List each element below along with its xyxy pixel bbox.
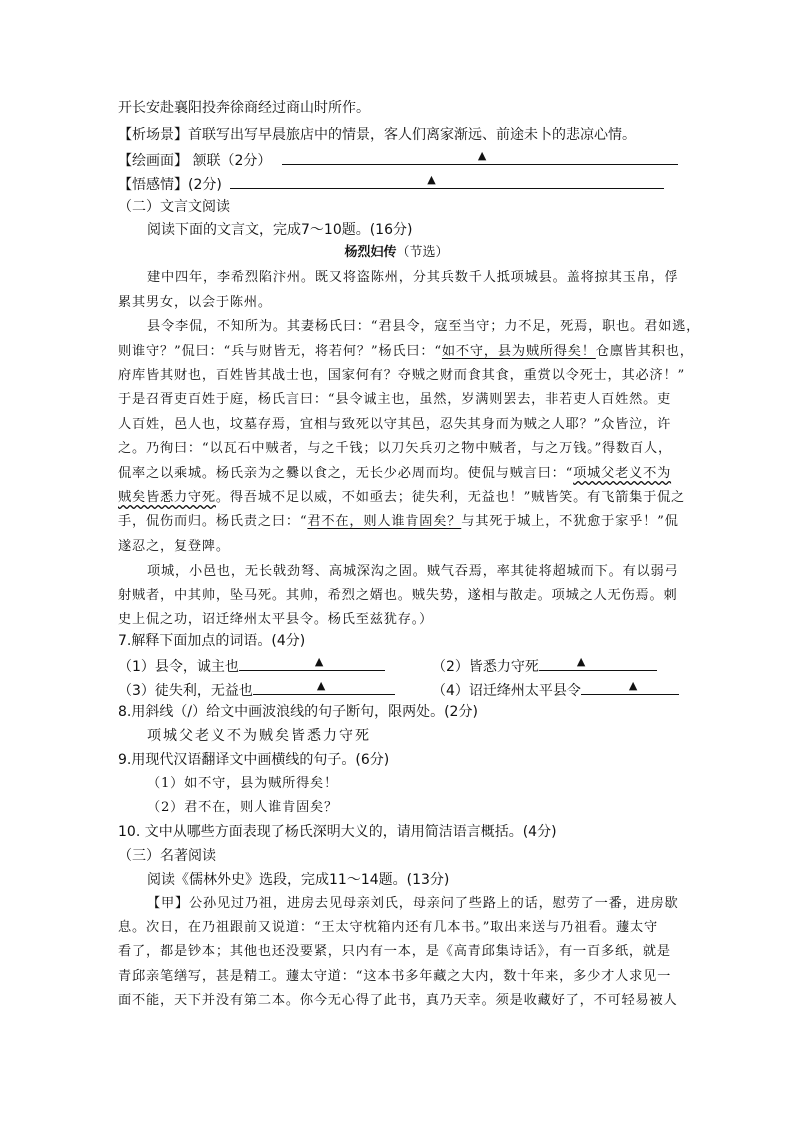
analysis-label: 【析场景】: [118, 127, 188, 143]
wavy-sentence: 项城父老义不为: [573, 466, 672, 481]
feel-answer-blank[interactable]: [230, 173, 664, 189]
passage-line: 建中四年，李希烈陷汴州。既又将盗陈州，分其兵数千人抵项城县。盖将掠其玉帛，俘: [147, 270, 679, 285]
q7-item-4: [432, 679, 679, 702]
triangle-marker-icon: ▲: [628, 679, 638, 692]
passage-subtitle: （节选）: [396, 245, 449, 260]
section3-heading: （三）名著阅读: [118, 848, 216, 864]
passage-title: [0, 243, 793, 263]
triangle-marker-icon: ▲: [314, 655, 324, 668]
triangle-marker-icon: ▲: [316, 679, 326, 692]
passage-line: 遂忍之，复登陴。: [118, 539, 230, 554]
passage-text: 则谁守？”侃曰：“兵与财皆无，将若何？”杨氏曰：“: [118, 344, 442, 359]
q9-item-1: （1）如不守，县为贼所得矣！: [147, 776, 339, 791]
q7-item-label: （4）诏迁绛州太平县令: [432, 683, 581, 699]
passage-line: 人百姓，邑人也，坟墓存焉，宜相与致死以守其邑，忍失其身而为贼之人耶？”众皆泣，许: [118, 417, 672, 432]
q10-text: 10. 文中从哪些方面表现了杨氏深明大义的，请用简洁语言概括。(4分): [118, 824, 557, 840]
triangle-marker-icon: ▲: [477, 149, 487, 162]
q7-item-label: （2）皆悉力守死: [432, 659, 539, 675]
q7-text: 7.解释下面加点的词语。(4分): [118, 633, 306, 649]
passage-text: 。得吾城不足以威，不如亟去；徒失利，无益也！”贼皆笑。有飞箭集于侃之: [215, 490, 686, 505]
section3-instruction: 阅读《儒林外史》选段，完成11～14题。(13分): [147, 872, 450, 888]
section2-instruction: 阅读下面的文言文，完成7～10题。(16分): [147, 222, 413, 238]
excerpt-line: 青邱亲笔缮写，甚是精工。蘧太守道：“这本书多年藏之大内，数十年来，多少才人求见一: [118, 969, 672, 984]
excerpt-line: 面不能，天下并没有第二本。你今无心得了此书，真乃天幸。须是收藏好了，不可轻易被人: [118, 993, 678, 1008]
q7-item-1: [118, 655, 385, 678]
triangle-marker-icon: ▲: [427, 173, 436, 186]
q8-text: 8.用斜线（/）给文中画波浪线的句子断句，限两处。(2分): [118, 704, 478, 720]
q9-item-2: （2）君不在，则人谁肯固矣？: [147, 800, 339, 815]
q7-answer-blank-3[interactable]: [253, 679, 395, 695]
wavy-sentence: 贼矣皆悉力守死: [118, 490, 216, 505]
feel-text: (2分): [188, 177, 222, 193]
passage-line: 累其男女，以会于陈州。: [118, 295, 272, 310]
draw-scene-answer-blank[interactable]: [282, 149, 678, 165]
passage-text: 与其死于城上，不犹愈于家乎！”侃: [461, 514, 679, 529]
excerpt-line: 息。次日，在乃祖跟前又说道：“王太守枕箱内还有几本书。”取出来送与乃祖看。蘧太守: [118, 920, 659, 935]
q7-item-3: [118, 679, 395, 702]
analysis-text: 首联写出写早晨旅店中的情景，客人们离家渐远、前途未卜的悲凉心情。: [188, 127, 636, 143]
passage-line: 府库皆其财也，百姓皆其战士也，国家何有？夺贼之财而食其食，重赏以令死士，其必济！”: [118, 368, 686, 383]
draw-scene-line: [118, 149, 678, 172]
passage-line: 县令李侃，不知所为。其妻杨氏曰：“君县令，寇至当守；力不足，死焉，职也。君如逃，: [147, 319, 701, 334]
underlined-sentence-1: 如不守，县为贼所得矣！: [441, 344, 596, 359]
q7-answer-blank-4[interactable]: [581, 679, 679, 695]
intro-line: 开长安赴襄阳投奔徐商经过商山时所作。: [118, 100, 370, 116]
passage-line: [118, 487, 686, 509]
passage-text: 侃率之以乘城。杨氏亲为之爨以食之，无长少必周而均。使侃与贼言曰：“: [118, 466, 574, 481]
passage-text: 手，侃伤而归。杨氏责之曰：“: [118, 514, 308, 529]
triangle-marker-icon: ▲: [576, 655, 586, 668]
q7-answer-blank-2[interactable]: [539, 655, 657, 671]
analysis-line: [118, 124, 678, 146]
q7-item-2: [432, 655, 657, 678]
feel-label: 【悟感情】: [118, 177, 188, 193]
passage-title-text: 杨烈妇传: [344, 245, 397, 260]
q7-item-label: （3）徒失利，无益也: [118, 683, 253, 699]
passage-line: 史上侃之功，诏迁绛州太平县令。杨氏至兹犹存。）: [118, 612, 434, 627]
passage-line: [118, 463, 678, 485]
underlined-sentence-2: 君不在，则人谁肯固矣？: [307, 514, 462, 529]
section2-heading: （二）文言文阅读: [118, 199, 230, 215]
passage-line: 项城，小邑也，无长戟劲弩、高城深沟之固。贼气吞焉，率其徒将超城而下。有以弱弓: [147, 564, 679, 579]
q9-text: 9.用现代汉语翻译文中画横线的句子。(6分): [118, 752, 390, 768]
passage-text: 仓廪皆其积也，: [595, 344, 694, 359]
draw-scene-text: 颔联（2分）: [192, 153, 272, 169]
q8-sentence: 项城父老义不为贼矣皆悉力守死: [147, 728, 371, 744]
excerpt-line: 【甲】公孙见过乃祖，进房去见母亲刘氏，母亲问了些路上的话，慰劳了一番，进房歇: [147, 896, 679, 911]
q7-answer-blank-1[interactable]: [239, 655, 385, 671]
passage-line: [118, 511, 678, 533]
passage-line: [118, 341, 694, 363]
q7-item-label: （1）县令，诚主也: [118, 659, 239, 675]
passage-line: 之。乃徇曰：“以瓦石中贼者，与之千钱；以刀矢兵刃之物中贼者，与之万钱。”得数百人，: [118, 441, 672, 456]
excerpt-line: 看了，都是钞本；其他也还没要紧，只内有一本，是《高青邱集诗话》，有一百多纸，就是: [118, 944, 671, 959]
draw-scene-label: 【绘画面】: [118, 153, 188, 169]
feel-line: [118, 173, 678, 196]
passage-line: 于是召胥吏百姓于庭，杨氏言曰：“县令诚主也，虽然，岁满则罢去，非若吏人百姓然。吏: [118, 392, 672, 407]
passage-line: 射贼者，中其帅，坠马死。其帅，希烈之婿也。贼失势，遂相与散走。项城之人无伤焉。刺: [118, 588, 678, 603]
